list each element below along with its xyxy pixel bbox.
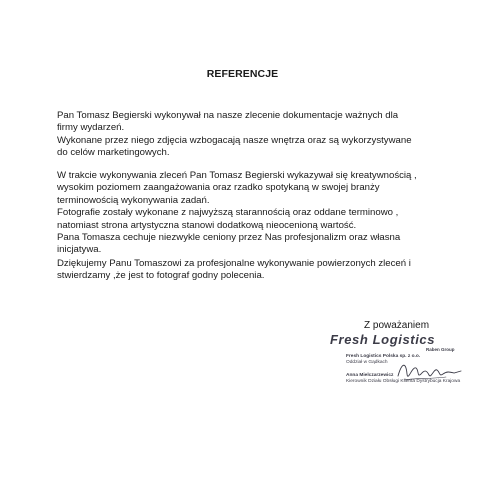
text-line: Wykonane przez niego zdjęcia wzbogacają nasze wnętrza oraz są wykorzystywane: [57, 134, 412, 146]
stamp-company-name: Fresh Logistics: [330, 332, 436, 347]
text-line: wysokim poziomem zaangażowania oraz rzadko spotykaną w swojej branży: [57, 182, 380, 194]
text-line: W trakcie wykonywania zleceń Pan Tomasz Begierski wykazywał się kreatywnością ,: [57, 170, 417, 181]
text-line: terminowością wykonywania zadań.: [57, 194, 210, 206]
stamp-line: Oddział w Gądkach: [346, 360, 388, 365]
closing-text: Z poważaniem: [364, 320, 430, 331]
paragraph-intro: [57, 110, 447, 160]
document-title: REFERENCJE: [206, 68, 279, 80]
company-stamp: [330, 332, 470, 398]
text-line: Pan Tomasz Begierski wykonywał na nasze zlecenie dokumentacje ważnych dla: [57, 110, 399, 121]
text-line: Dziękujemy Panu Tomaszowi za profesjonalne wykonywanie powierzonych zleceń i: [57, 258, 411, 269]
text-line: stwierdzamy ,że jest to fotograf godny polecenia.: [57, 270, 265, 282]
stamp-line: Anna Mielczarzewicz: [346, 373, 394, 378]
signature-block: [330, 318, 470, 398]
text-line: Fotografie zostały wykonane z najwyższą starannością oraz oddane terminowo ,: [57, 207, 399, 219]
stamp-line: Fresh Logistics Polska sp. z o.o.: [346, 354, 421, 359]
text-line: firmy wydarzeń.: [57, 122, 125, 134]
stamp-line: Kierownik Działu Obsługi Klienta Dystrybucja Krajowa: [346, 379, 461, 384]
text-line: Pana Tomasza cechuje niezwykle ceniony przez Nas profesjonalizm oraz własna: [57, 232, 401, 244]
text-line: do celów marketingowych.: [57, 147, 170, 159]
stamp-group-name: Raben Group: [426, 347, 455, 352]
paragraph-thanks: [57, 258, 447, 283]
paragraph-qualities: [57, 170, 447, 257]
handwritten-signature-icon: [394, 356, 464, 386]
text-line: natomiast strona artystyczna stanowi dodatkową nieocenioną wartość.: [57, 219, 357, 231]
text-line: inicjatywa.: [57, 244, 102, 256]
